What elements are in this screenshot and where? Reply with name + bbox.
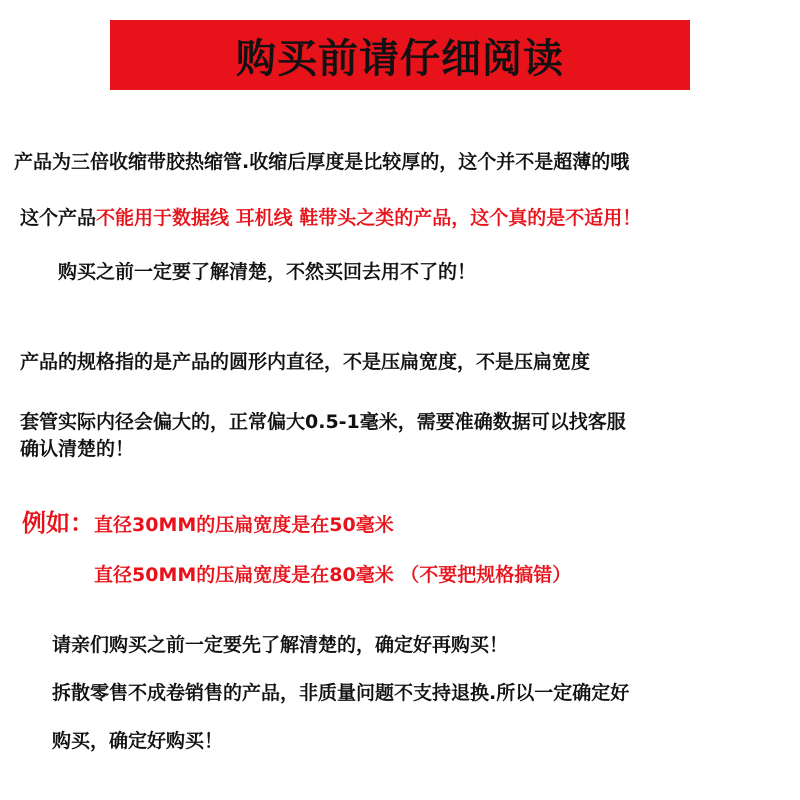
notice-line-3: 购买之前一定要了解清楚，不然买回去用不了的！ (58, 261, 477, 283)
closing-line-2: 拆散零售不成卷销售的产品，非质量问题不支持退换.所以一定确定好 (52, 682, 630, 704)
notice-line-1: 产品为三倍收缩带胶热缩管.收缩后厚度是比较厚的，这个并不是超薄的哦 (14, 151, 630, 173)
notice-line-2-prefix: 这个产品 (20, 207, 97, 229)
notice-line-6: 确认清楚的！ (20, 438, 135, 460)
banner-title: 购买前请仔细阅读 (236, 35, 564, 82)
title-banner (110, 20, 690, 90)
notice-line-4: 产品的规格指的是产品的圆形内直径，不是压扁宽度，不是压扁宽度 (20, 351, 591, 373)
closing-line-1: 请亲们购买之前一定要先了解清楚的，确定好再购买！ (52, 634, 509, 656)
notice-line-2 (20, 206, 641, 230)
example-text-1: 直径30MM的压扁宽度是在50毫米 (94, 514, 394, 536)
example-row-2: 直径50MM的压扁宽度是在80毫米 （不要把规格搞错） (94, 564, 572, 586)
notice-line-2-warning: 不能用于数据线 耳机线 鞋带头之类的产品，这个真的是不适用！ (96, 207, 642, 229)
closing-line-3: 购买，确定好购买！ (52, 730, 224, 752)
notice-line-5: 套管实际内径会偏大的，正常偏大0.5-1毫米，需要准确数据可以找客服 (20, 411, 626, 433)
example-prefix: 例如： (22, 509, 94, 537)
example-row-1 (22, 511, 394, 537)
